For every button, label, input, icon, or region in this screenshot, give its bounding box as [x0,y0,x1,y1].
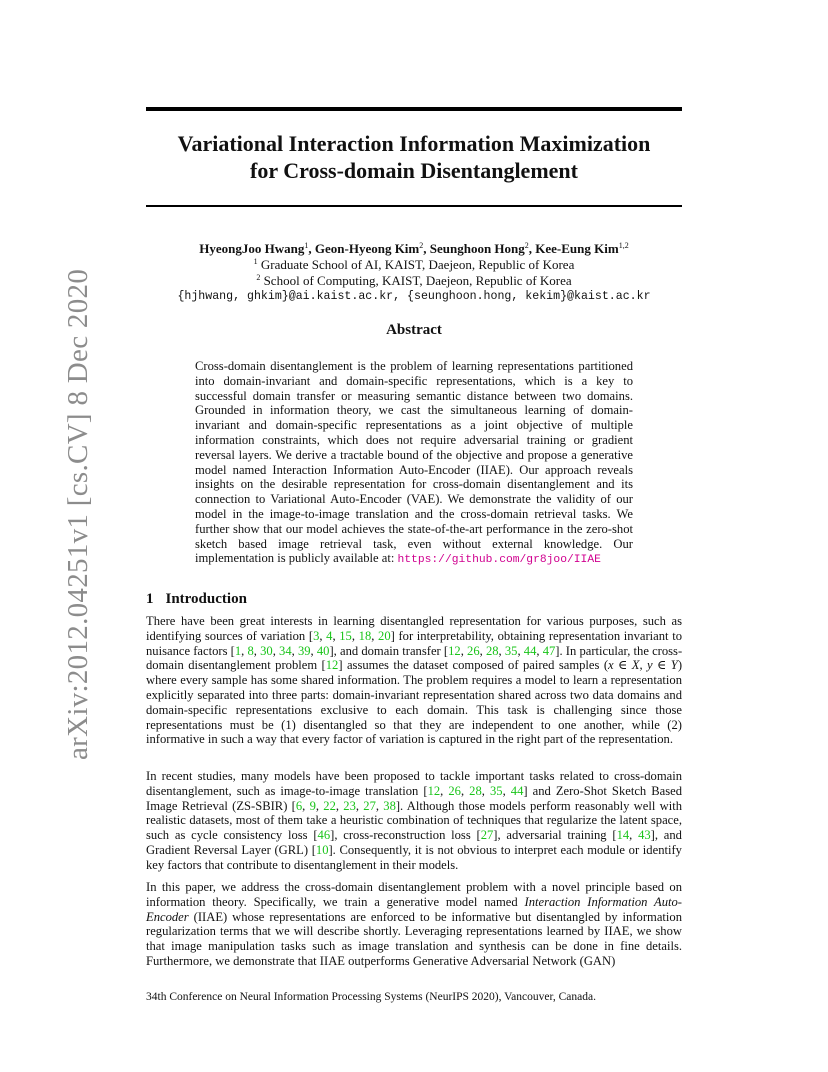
text-run: There have been great interests in learning disentangled representation for various purposes, such as identifying sources of variation [ [146,614,682,643]
citation-link[interactable]: 23 [343,798,356,813]
math-inline: x ∈ X, y ∈ Y [608,658,678,673]
arxiv-stamp-text: arXiv:2012.04251v1 [cs.CV] 8 Dec 2020 [62,268,94,760]
intro-paragraph-1: There have been great interests in learning disentangled representation for various purposes, such as identifying sources of variation [3, 4, 15, 18, 20] for interpretability, obtaining representation invariant to nuisance factors [1, 8, 30, 34, 39, 40], and domain transfer [12, 26, 28, 35, 44, 47]. In particular, the cross-domain disentanglement problem [12] assumes the dataset composed of paired samples (x ∈ X, y ∈ Y) where every sample has some shared information. The problem requires a model to learn a representation explicitly separated into three parts: domain-invariant representation shared across two data domains and domain-specific representations exclusive to each domain. This task is challenging since those representations must be (1) disentangled so that they are independent to one another, while (2) informative in such a way that every factor of variation is captured in the right part of the representation. [146,614,683,747]
text-run: ] assumes the dataset composed of paired samples ( [338,658,609,673]
intro-paragraph-3 [146,880,682,969]
author-names [146,241,682,257]
affiliation-2-text: School of Computing, KAIST, Daejeon, Republic of Korea [260,273,572,288]
citation-link[interactable]: 43 [638,828,651,843]
text-run: ], and Gradient Reversal Layer (GRL) [ [146,828,682,857]
author-3-affil: 2 [524,241,529,250]
citation-link[interactable]: 18 [358,628,372,643]
text-run: In this paper, we address the cross-domain disentanglement problem with a novel principle based on information theory. Specifically, we train a generative model named [146,880,682,909]
abstract-text [195,359,633,568]
citation-link[interactable]: 28 [469,783,482,798]
text-run: (IIAE) whose representations are enforced to be informative but disentangled by information regularization terms that we will describe shortly. Leveraging representations learned by IIAE, we show that image manipulation tasks such as image translation and synthesis can be done in fine details. Furthermore, we demonstrate that IIAE outperforms Generative Adversarial Network (GAN) [146,909,682,968]
abstract-body: Cross-domain disentanglement is the problem of learning representations partitioned into domain-invariant and domain-specific representations, which is a key to successful domain transfer or measuring semantic distance between two domains. Grounded in information theory, we cast the simultaneous learning of domain-invariant and domain-specific representations as a joint objective of multiple information constraints, which does not require adversarial training or gradient reversal layers. We derive a tractable bound of the objective and propose a generative model named Interaction Information Auto-Encoder (IIAE). Our approach reveals insights on the desirable representation for cross-domain disentanglement and its connection to Variational Auto-Encoder (VAE). We demonstrate the validity of our model in the image-to-image translation and the cross-domain retrieval tasks. We further show that our model achieves the state-of-the-art performance in the zero-shot sketch based image retrieval task, even without external knowledge. Our implementation is publicly available at: [195,359,633,566]
section-title: Introduction [165,591,247,607]
citation-link[interactable]: 27 [480,828,494,843]
citation-link[interactable]: 27 [363,798,376,813]
citation-link[interactable]: 10 [315,842,329,857]
citation-link[interactable]: 15 [339,628,352,643]
author-1: HyeongJoo Hwang [199,241,305,256]
code-link[interactable]: https://github.com/gr8joo/IIAE [397,554,601,567]
citation-link[interactable]: 35 [504,643,518,658]
text-run: ]. Although those models perform reasonably well with realistic datasets, most of them take a heuristic combination of techniques that regularize the latent space, such as cycle consistency loss [ [146,798,683,843]
citation-link[interactable]: 20 [378,628,391,643]
text-run: ]. Consequently, it is not obvious to interpret each module or identify key factors that contribute to disentanglement in their models. [146,842,682,872]
citation-link[interactable]: 1 [234,643,242,658]
author-2-affil: 2 [419,241,424,250]
citation-link[interactable]: 44 [510,783,524,798]
citation-link[interactable]: 40 [316,643,330,658]
citation-link[interactable]: 4 [326,628,333,643]
citation-link[interactable]: 26 [448,783,461,798]
citation-link[interactable]: 46 [317,828,331,843]
title-line-1: Variational Interaction Information Maximization [177,131,651,156]
citation-link[interactable]: 12 [448,643,461,658]
citation-link[interactable]: 34 [279,643,292,658]
text-run: ] and Zero-Shot Sketch Based Image Retrieval (ZS-SBIR) [ [146,783,683,813]
affiliation-1-mark: 1 [253,257,258,266]
arxiv-stamp [18,268,94,760]
conference-footer: 34th Conference on Neural Information Processing Systems (NeurIPS 2020), Vancouver, Canada. [146,991,596,1003]
citation-link[interactable]: 12 [325,658,339,673]
author-4: , Kee-Eung Kim [528,241,619,256]
affiliation-2-mark: 2 [256,273,261,282]
citation-link[interactable]: 47 [542,643,556,658]
text-run: ) where every sample has some shared information. The problem requires a model to learn a representation explicitly separated into three parts: domain-invariant representation shared across two data domains and domain-specific representations exclusive to each domain. This task is challenging since those representations must be (1) disentangled so that they are independent to one another, while (2) informative in such a way that every factor of variation is captured in the right part of the representation. [146,658,683,747]
citation-link[interactable]: 44 [523,643,537,658]
text-run: ] for interpretability, obtaining representation invariant to nuisance factors [ [146,628,683,658]
text-run: In recent studies, many models have been proposed to tackle important tasks related to cross-domain disentanglement, such as image-to-image translation [ [146,769,682,798]
section-number: 1 [146,591,154,607]
text-run: ], cross-reconstruction loss [ [330,828,481,843]
citation-link[interactable]: 26 [467,643,480,658]
model-name-emphasis: Interaction Information Auto-Encoder [146,894,682,924]
author-1-affil: 1 [304,241,309,250]
paper-title [146,130,682,184]
citation-link[interactable]: 14 [616,828,630,843]
affiliation-1-text: Graduate School of AI, KAIST, Daejeon, Republic of Korea [257,257,575,272]
author-emails: {hjhwang, ghkim}@ai.kaist.ac.kr, {seunghoon.hong, kekim}@kaist.ac.kr [177,290,651,303]
abstract-heading: Abstract [386,322,442,338]
citation-link[interactable]: 28 [485,643,499,658]
citation-link[interactable]: 6 [295,798,303,813]
citation-link[interactable]: 38 [383,798,396,813]
citation-link[interactable]: 35 [489,783,503,798]
citation-link[interactable]: 30 [260,643,273,658]
text-run: ], and domain transfer [ [329,643,449,658]
citation-link[interactable]: 8 [247,643,254,658]
citation-link[interactable]: 39 [297,643,311,658]
title-bottom-rule [146,205,682,207]
text-run: ], adversarial training [ [493,828,617,843]
affiliation-2 [146,273,682,289]
citation-link[interactable]: 22 [323,798,336,813]
affiliation-1 [146,257,682,273]
title-top-rule [146,107,682,111]
author-2: , Geon-Hyeong Kim [308,241,420,256]
citation-link[interactable]: 9 [309,798,316,813]
author-block [146,241,682,305]
title-line-2: for Cross-domain Disentanglement [250,158,578,183]
text-run: ]. In particular, the cross-domain disentanglement problem [ [146,643,683,673]
author-3: , Seunghoon Hong [423,241,525,256]
section-heading-introduction [146,591,247,608]
citation-link[interactable]: 3 [313,628,320,643]
author-4-affil: 1,2 [618,241,629,250]
citation-link[interactable]: 12 [427,783,441,798]
intro-paragraph-2: In recent studies, many models have been proposed to tackle important tasks related to cross-domain disentanglement, such as image-to-image translation [12, 26, 28, 35, 44] and Zero-Shot Sketch Based Image Retrieval (ZS-SBIR) [6, 9, 22, 23, 27, 38]. Although those models perform reasonably well with realistic datasets, most of them take a heuristic combination of techniques that regularize the latent space, such as cycle consistency loss [46], cross-reconstruction loss [27], adversarial training [14, 43], and Gradient Reversal Layer (GRL) [10]. Consequently, it is not obvious to interpret each module or identify key factors that contribute to disentanglement in their models. [146,769,683,872]
